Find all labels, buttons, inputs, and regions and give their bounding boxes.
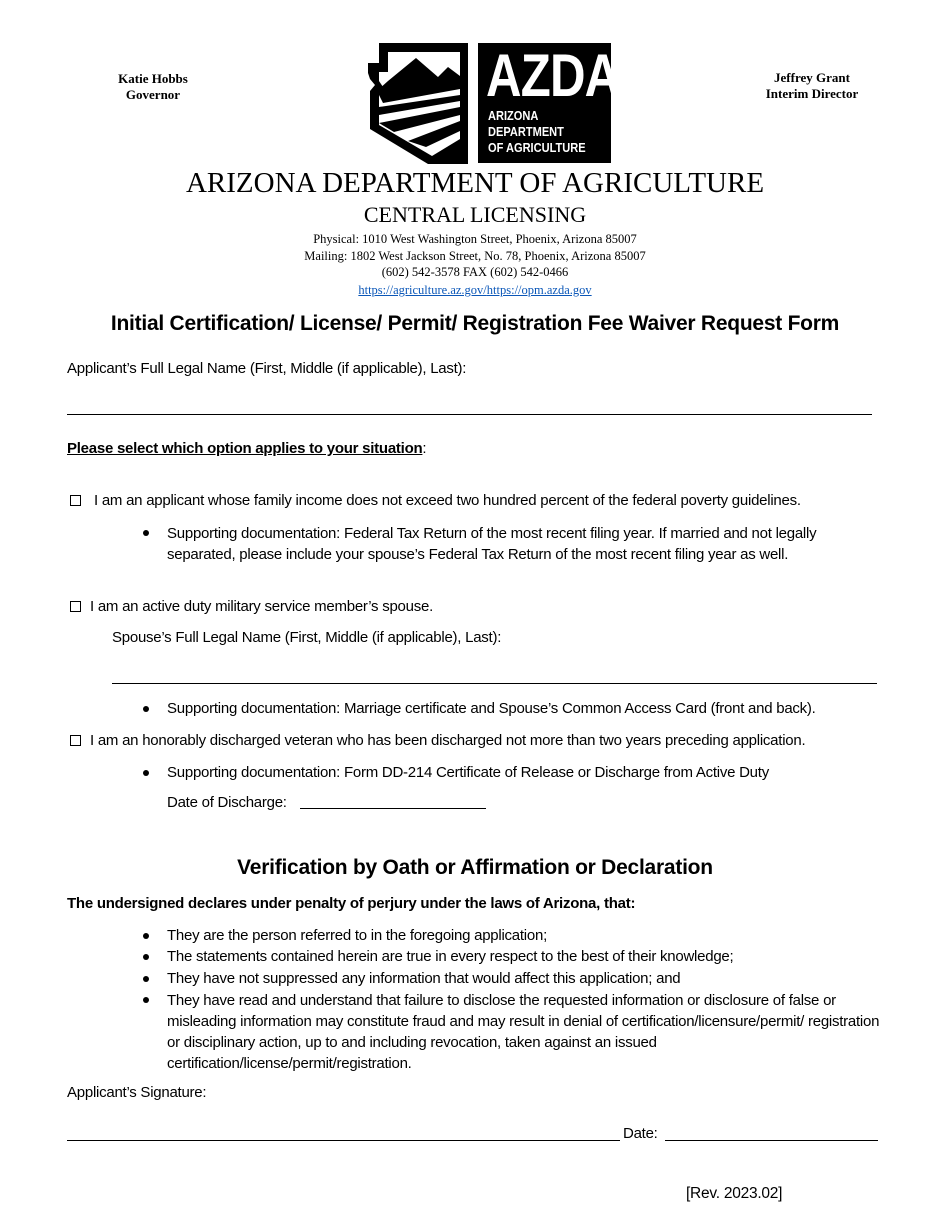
- azda-wordmark: [478, 42, 620, 163]
- bullet-icon: [143, 954, 149, 960]
- division-name: CENTRAL LICENSING: [363, 202, 587, 227]
- director-title: Interim Director: [765, 86, 859, 101]
- option-veteran-supporting-doc: Supporting documentation: Form DD-214 Certificate of Release or Discharge from Active Duty: [167, 764, 769, 781]
- physical-address: Physical: 1010 West Washington Street, Phoenix, Arizona 85007: [313, 232, 637, 246]
- arizona-state-outline-icon: [368, 43, 472, 164]
- select-prompt: [67, 439, 426, 459]
- signature-date-field[interactable]: [665, 1140, 878, 1141]
- logo-line-1: ARIZONA: [488, 108, 539, 123]
- discharge-date-label: Date of Discharge:: [167, 794, 287, 811]
- bullet-icon: [143, 997, 149, 1003]
- verification-statement-1: They are the person referred to in the foregoing application;: [167, 927, 547, 944]
- form-title: Initial Certification/ License/ Permit/ Registration Fee Waiver Request Form: [110, 312, 840, 335]
- website-links: [0, 283, 950, 298]
- discharge-date-field[interactable]: [300, 808, 486, 809]
- signature-field[interactable]: [67, 1140, 620, 1141]
- logo-line-3: OF AGRICULTURE: [488, 140, 586, 155]
- phone-fax: (602) 542-3578 FAX (602) 542-0466: [381, 265, 569, 279]
- option-income-checkbox[interactable]: [70, 495, 81, 506]
- agency-name: ARIZONA DEPARTMENT OF AGRICULTURE: [185, 167, 765, 199]
- bullet-icon: [143, 976, 149, 982]
- select-prompt-colon: :: [422, 440, 427, 457]
- applicant-name-label: Applicant’s Full Legal Name (First, Middle (if applicable), Last):: [67, 360, 467, 377]
- verification-intro: The undersigned declares under penalty of perjury under the laws of Arizona, that:: [67, 895, 636, 912]
- mailing-address: Mailing: 1802 West Jackson Street, No. 78, Phoenix, Arizona 85007: [304, 249, 646, 263]
- option-military-spouse-checkbox[interactable]: [70, 601, 81, 612]
- bullet-icon: [143, 770, 149, 776]
- agriculture-website-link[interactable]: https://agriculture.az.gov/: [358, 283, 487, 297]
- verification-statement-2: The statements contained herein are true in every respect to the best of their knowledge;: [167, 948, 734, 965]
- spouse-name-field[interactable]: [112, 683, 877, 684]
- verification-title: Verification by Oath or Affirmation or Declaration: [237, 856, 713, 879]
- option-military-spouse-supporting-doc: Supporting documentation: Marriage certificate and Spouse’s Common Access Card (front and back).: [167, 700, 816, 717]
- azda-wordmark-text: AZDA: [486, 42, 620, 109]
- bullet-icon: [143, 706, 149, 712]
- governor-block: [100, 71, 206, 103]
- bullet-icon: [143, 530, 149, 536]
- applicant-name-field[interactable]: [67, 414, 872, 415]
- signature-date-label: Date:: [623, 1125, 658, 1142]
- option-income-supporting-doc: Supporting documentation: Federal Tax Return of the most recent filing year. If married and not legally separated, please include your spouse’s Federal Tax Return of the most recent filing year as well.: [167, 525, 817, 563]
- signature-label: Applicant’s Signature:: [67, 1084, 207, 1101]
- bullet-icon: [143, 933, 149, 939]
- option-veteran-label: I am an honorably discharged veteran who has been discharged not more than two years preceding application.: [90, 732, 806, 749]
- logo-line-2: DEPARTMENT: [488, 124, 564, 139]
- option-military-spouse-label: I am an active duty military service member’s spouse.: [90, 598, 433, 615]
- option-veteran-checkbox[interactable]: [70, 735, 81, 746]
- director-block: [742, 70, 882, 102]
- select-prompt-text: Please select which option applies to your situation: [67, 440, 423, 457]
- governor-name: Katie Hobbs: [118, 71, 188, 86]
- opm-website-link[interactable]: https://opm.azda.gov: [486, 283, 592, 297]
- director-name: Jeffrey Grant: [774, 70, 850, 85]
- revision-label: [Rev. 2023.02]: [686, 1185, 783, 1202]
- verification-statement-4: They have read and understand that failure to disclose the requested information or disclosure of false or misleading information may constitute fraud and may result in denial of certification/licensure/permit/ registration or disciplinary action, up to and including revocation, taken against an issued certification/license/permit/registration.: [167, 992, 880, 1072]
- verification-statement-3: They have not suppressed any information that would affect this application; and: [167, 970, 681, 987]
- governor-title: Governor: [125, 87, 181, 102]
- option-income-label: I am an applicant whose family income does not exceed two hundred percent of the federal poverty guidelines.: [94, 492, 801, 509]
- spouse-name-label: Spouse’s Full Legal Name (First, Middle (if applicable), Last):: [112, 629, 502, 646]
